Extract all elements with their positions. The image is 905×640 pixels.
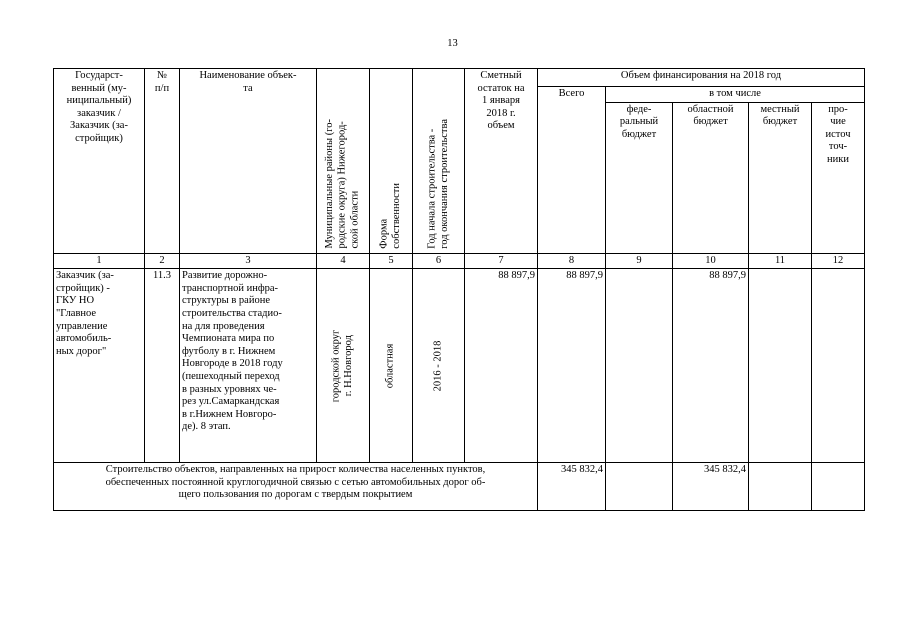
row-total: 88 897,9	[538, 269, 606, 463]
header-total: Всего	[538, 87, 606, 254]
column-number: 10	[673, 253, 749, 269]
summary-total: 345 832,4	[538, 463, 606, 511]
row-other	[812, 269, 865, 463]
row-ownership: областная	[370, 269, 413, 463]
page-number: 13	[447, 38, 458, 49]
header-number: № п/п	[145, 69, 180, 254]
summary-row	[54, 463, 865, 511]
column-number: 12	[812, 253, 865, 269]
row-district: городской округ г. Н.Новгород	[317, 269, 370, 463]
column-number: 6	[413, 253, 465, 269]
column-number: 7	[465, 253, 538, 269]
column-number: 11	[749, 253, 812, 269]
summary-regional: 345 832,4	[673, 463, 749, 511]
summary-local	[749, 463, 812, 511]
row-federal	[606, 269, 673, 463]
row-object-name: Развитие дорожно- транспортной инфра- структуры в районе строительства стадио- на для проведения Чемпионата мира по футболу в г. Нижнем Новгороде в 2018 году (пешеходный переход в разных уровнях че- рез ул.Самаркандская в г.Нижнем Новгоро- де). 8 этап.	[180, 269, 317, 463]
column-number: 2	[145, 253, 180, 269]
header-estimate: Сметный остаток на 1 января 2018 г. объем	[465, 69, 538, 254]
column-number: 1	[54, 253, 145, 269]
header-customer: Государст- венный (му- ниципальный) заказчик / Заказчик (за- стройщик)	[54, 69, 145, 254]
financing-table	[53, 68, 865, 511]
column-number: 8	[538, 253, 606, 269]
header-local: местный бюджет	[749, 102, 812, 253]
summary-federal	[606, 463, 673, 511]
row-years: 2016 - 2018	[413, 269, 465, 463]
row-regional: 88 897,9	[673, 269, 749, 463]
column-number: 3	[180, 253, 317, 269]
row-customer: Заказчик (за- стройщик) - ГКУ НО "Главное управление автомобиль- ных дорог"	[54, 269, 145, 463]
header-federal: феде- ральный бюджет	[606, 102, 673, 253]
row-number: 11.3	[145, 269, 180, 463]
header-districts: Муниципальные районы (го- родские округа) Нижегород- ской области	[317, 69, 370, 254]
row-estimate: 88 897,9	[465, 269, 538, 463]
column-number: 4	[317, 253, 370, 269]
row-local	[749, 269, 812, 463]
summary-other	[812, 463, 865, 511]
header-other: про- чие источ точ- ники	[812, 102, 865, 253]
header-including: в том числе	[606, 87, 865, 103]
column-numbers-row	[54, 253, 865, 269]
header-years: Год начала строительства - год окончания строительства	[413, 69, 465, 254]
header-ownership: Форма собственности	[370, 69, 413, 254]
summary-text: Строительство объектов, направленных на прирост количества населенных пунктов, обеспеченных постоянной круглогодичной связью с сетью автомобильных дорог об- щего пользования по дорогам с твердым покрытием	[54, 463, 538, 511]
header-funding-title: Объем финансирования на 2018 год	[538, 69, 865, 87]
column-number: 9	[606, 253, 673, 269]
column-number: 5	[370, 253, 413, 269]
table-row	[54, 269, 865, 463]
header-regional: областной бюджет	[673, 102, 749, 253]
header-object-name: Наименование объек- та	[180, 69, 317, 254]
